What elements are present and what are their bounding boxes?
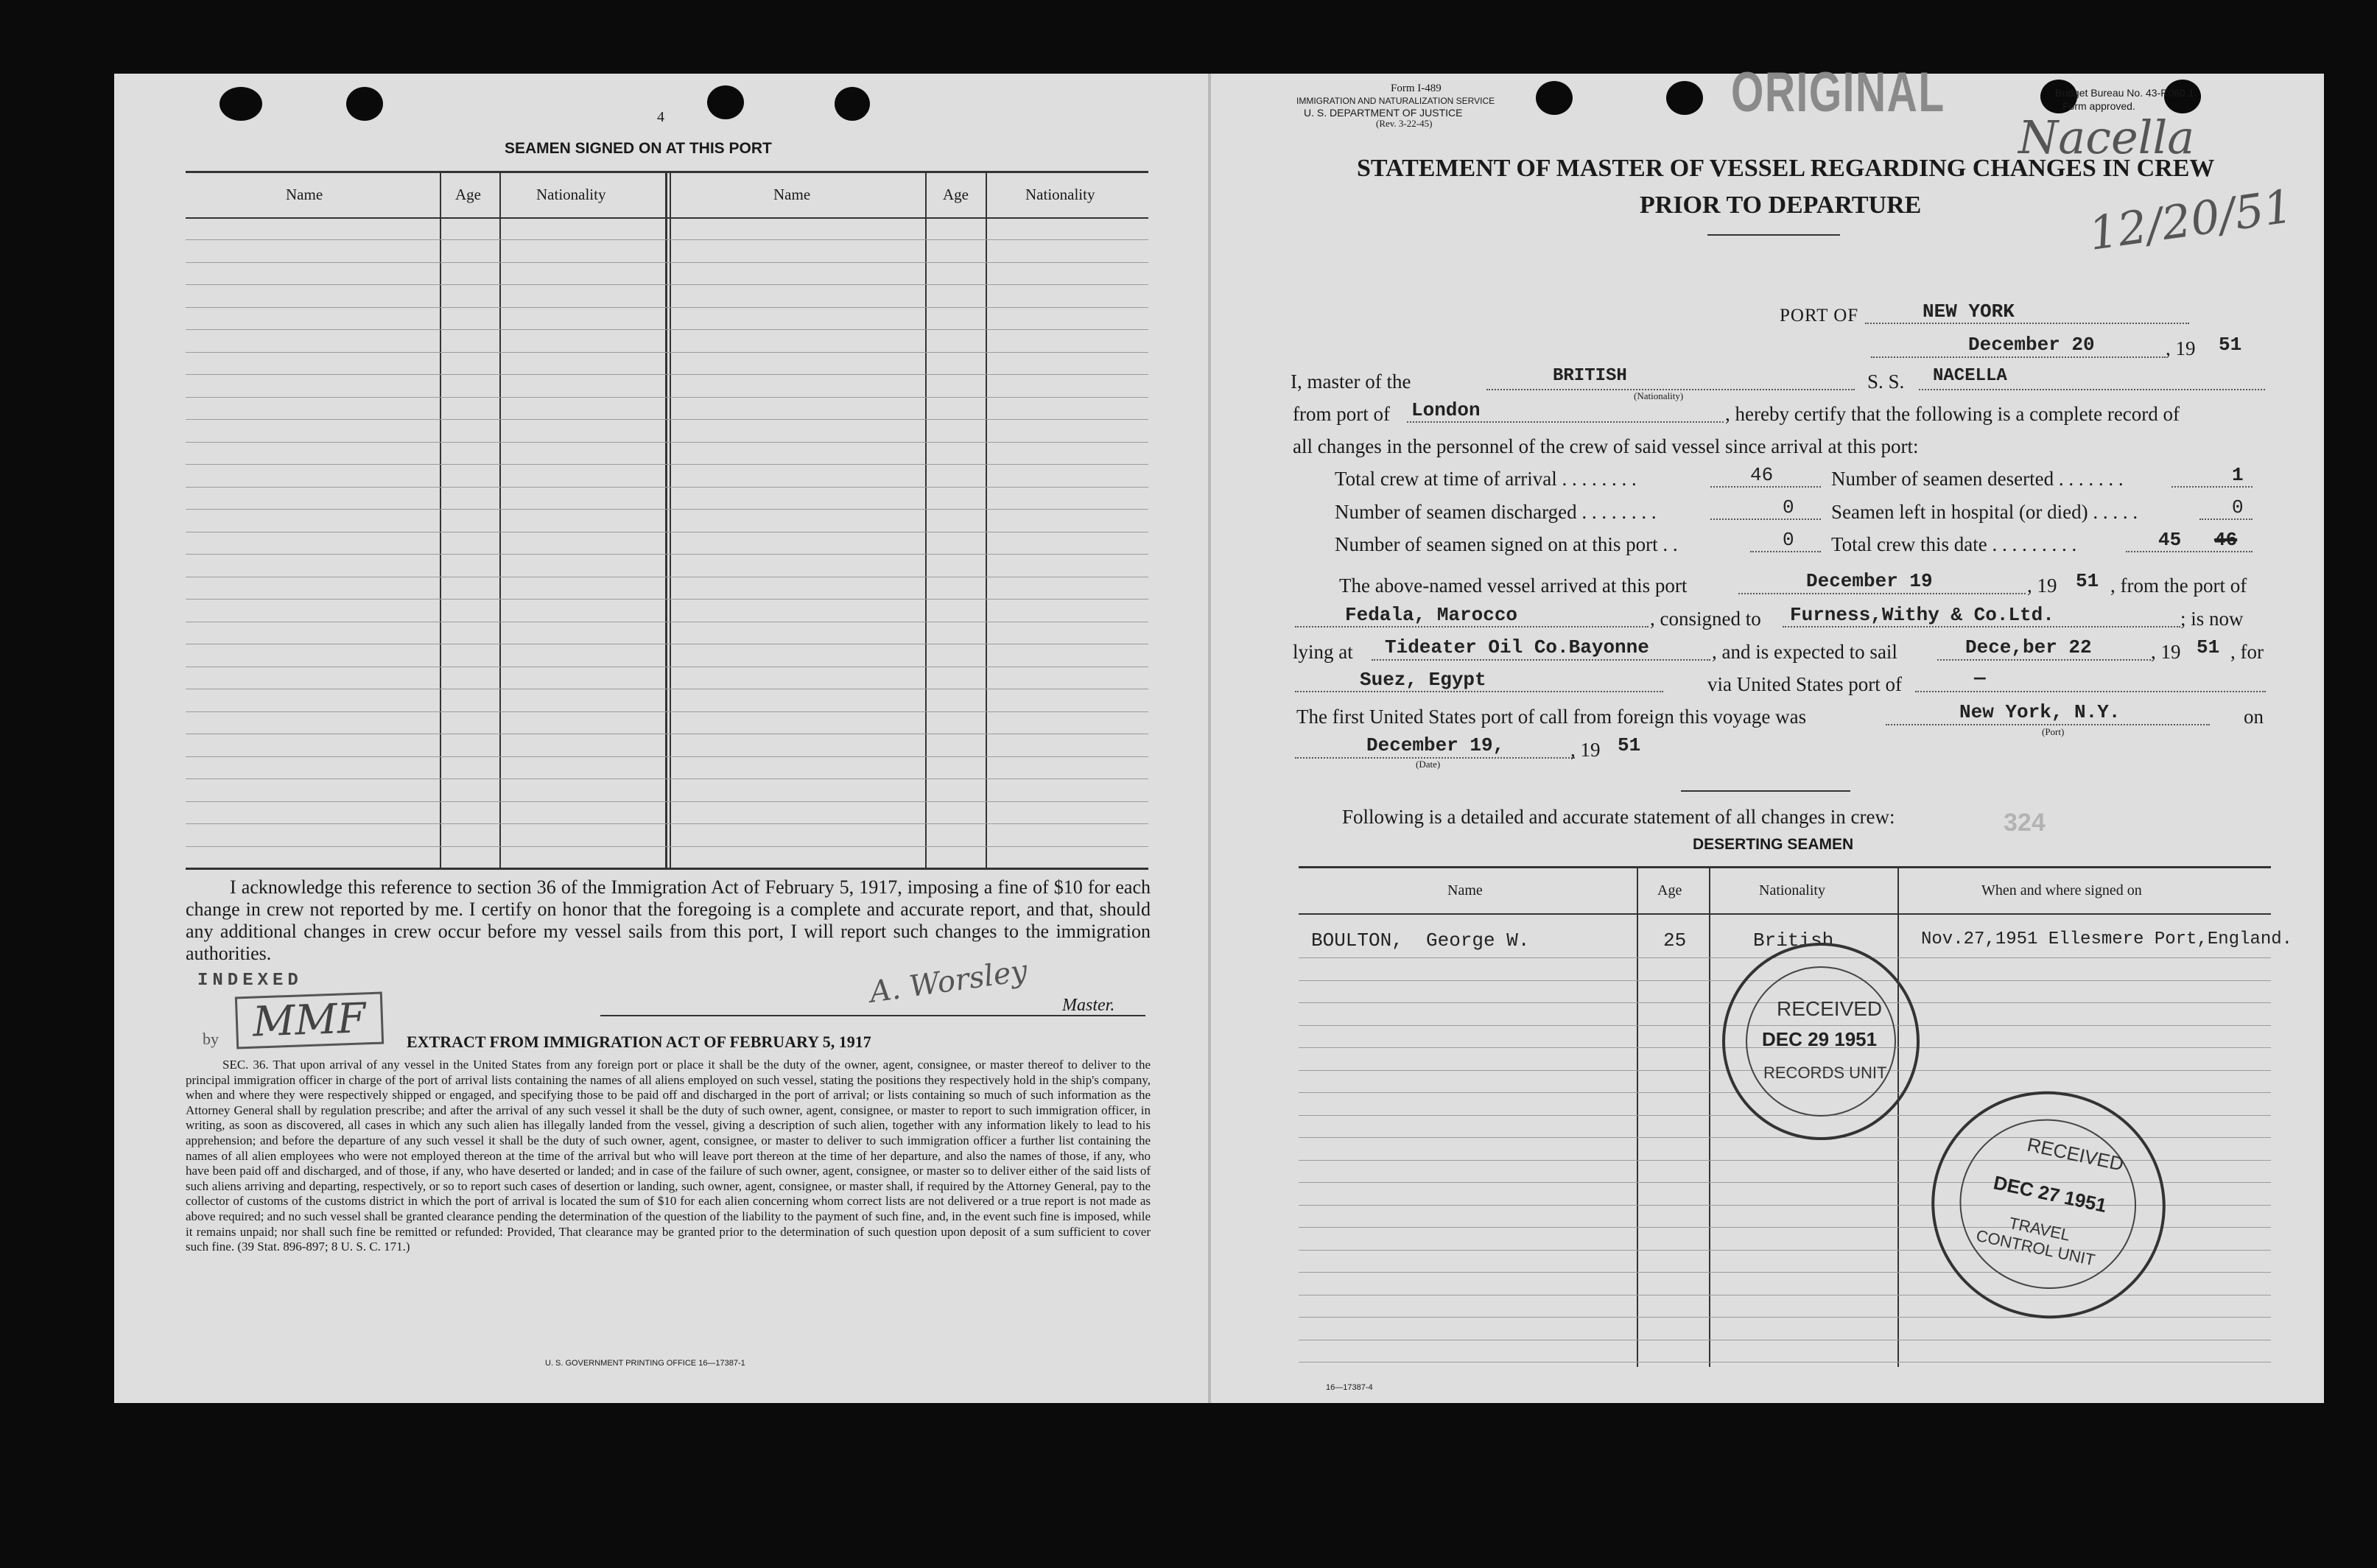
deserter-nationality: British — [1753, 929, 1834, 952]
col-divider — [1709, 866, 1710, 1367]
table-rule-line — [186, 352, 1148, 353]
table-rule-line — [186, 284, 1148, 285]
stat-line — [1710, 486, 1821, 488]
stat-total-arrival-label: Total crew at time of arrival . . . . . . . . — [1335, 468, 1637, 490]
first-port-year: 51 — [1618, 734, 1641, 756]
stat-deserted-label: Number of seamen deserted . . . . . . . — [1831, 468, 2124, 490]
master-label: Master. — [1062, 996, 1115, 1015]
table-rule-line — [186, 442, 1148, 443]
on-label: on — [2244, 706, 2264, 728]
handwritten-vessel-name: Nacella — [2018, 110, 2195, 164]
title-underline — [1707, 234, 1840, 236]
table-rule-line — [186, 801, 1148, 802]
table-rule-line — [186, 464, 1148, 465]
col-header-age: Age — [1657, 882, 1682, 899]
original-stamp: ORIGINAL — [1731, 61, 1945, 124]
punch-hole — [220, 87, 262, 121]
deserter-age: 25 — [1663, 929, 1687, 952]
agency-line-1: IMMIGRATION AND NATURALIZATION SERVICE — [1296, 96, 1495, 106]
deserter-signed-on: Nov.27,1951 Ellesmere Port,England. — [1921, 929, 2293, 949]
deserting-seamen-title: DESERTING SEAMEN — [1693, 836, 1854, 853]
date-caption: (Date) — [1416, 759, 1441, 770]
date-line — [1871, 356, 2166, 358]
master-of-the-label: I, master of the — [1291, 370, 1411, 393]
stat-line — [1750, 551, 1821, 552]
destination-line — [1295, 691, 1663, 692]
first-port-value: New York, N.Y. — [1959, 701, 2121, 723]
from-place: Fedala, Marocco — [1345, 604, 1518, 626]
arrived-text: The above-named vessel arrived at this port — [1339, 574, 1688, 597]
form-title-line2: PRIOR TO DEPARTURE — [1640, 191, 1922, 219]
for-label: , for — [2230, 641, 2264, 663]
table-rule-line — [186, 239, 1148, 240]
form-revision: (Rev. 3-22-45) — [1376, 118, 1433, 129]
handwritten-date: 12/20/51 — [2085, 178, 2297, 261]
nationality-caption: (Nationality) — [1634, 390, 1684, 401]
via-line — [1915, 691, 2266, 692]
via-label: via United States port of — [1707, 673, 1902, 695]
table-rule-line — [186, 487, 1148, 488]
agency-line-2: U. S. DEPARTMENT OF JUSTICE — [1304, 107, 1463, 119]
table-rule-line — [186, 509, 1148, 510]
expected-sail-label: , and is expected to sail — [1712, 641, 1897, 663]
form-approved: Form approved. — [2062, 100, 2135, 112]
first-port-label: The first United States port of call from foreign this voyage was — [1296, 706, 1807, 728]
arrived-year: 51 — [2076, 570, 2099, 592]
stat-hospital-label: Seamen left in hospital (or died) . . . . . — [1831, 501, 2138, 523]
indexed-initials: MMF — [235, 992, 384, 1050]
col-divider — [1897, 866, 1899, 1367]
punch-hole — [346, 87, 383, 121]
table-rule-line — [1299, 1317, 2271, 1318]
table-rule-line — [186, 397, 1148, 398]
stat-discharged-value: 0 — [1783, 496, 1794, 518]
arrived-date-line — [1738, 593, 2026, 594]
ss-value: NACELLA — [1933, 366, 2007, 386]
table-rule-line — [186, 599, 1148, 600]
stamp-unit: RECORDS UNIT — [1763, 1064, 1887, 1082]
consigned-to-value: Furness,Withy & Co.Ltd. — [1790, 604, 2054, 626]
col-header-name: Name — [773, 186, 811, 203]
col-divider — [670, 171, 671, 868]
stat-line — [2126, 551, 2253, 552]
port-of-value: NEW YORK — [1923, 300, 2015, 323]
table-bottom-border — [186, 868, 1148, 870]
stamp-unit: TRAVEL CONTROL UNIT — [1974, 1213, 2097, 1270]
master-acknowledgment: I acknowledge this reference to section 36 of the Immigration Act of February 5, 1917, imposing a fine of $10 for each change in crew not reported by me. I certify on honor that the foregoing is a complete and accurate report, and that, should any additional changes in crew occur before my vessel sails from this port, I will report such changes to the immigration authorities. — [186, 876, 1151, 964]
date-year: 51 — [2219, 334, 2242, 356]
col-header-name: Name — [286, 186, 323, 203]
ss-label: S. S. — [1867, 370, 1905, 393]
stat-total-arrival-value: 46 — [1750, 464, 1774, 486]
faint-stamp-number: 324 — [2004, 809, 2046, 837]
from-place-line — [1295, 626, 1649, 627]
port-of-line — [1865, 323, 2189, 324]
left-printer-line: U. S. GOVERNMENT PRINTING OFFICE 16—17387-1 — [545, 1359, 745, 1368]
sail-date: Dece,ber 22 — [1965, 636, 2092, 658]
from-port-label: from port of — [1293, 403, 1390, 425]
certify-text: , hereby certify that the following is a complete record of — [1725, 403, 2180, 425]
consigned-to-label: , consigned to — [1650, 608, 1761, 630]
lying-at-label: lying at — [1293, 641, 1353, 663]
punch-hole — [1536, 81, 1573, 115]
stat-line — [2199, 518, 2253, 520]
table-rule-line — [186, 756, 1148, 757]
arrived-date: December 19 — [1806, 570, 1933, 592]
first-port-line — [1886, 724, 2210, 725]
master-signature: A. Worsley — [867, 954, 1030, 1010]
sail-date-line — [1937, 659, 2151, 661]
table-rule-line — [186, 711, 1148, 712]
ss-line — [1919, 389, 2265, 390]
form-title-line1: STATEMENT OF MASTER OF VESSEL REGARDING CHANGES IN CREW — [1357, 155, 2215, 182]
col-header-age: Age — [943, 186, 969, 203]
port-of-label: PORT OF — [1780, 306, 1859, 326]
stat-signed-on-value: 0 — [1783, 529, 1794, 551]
via-value: — — [1974, 667, 1986, 689]
table-rule-line — [186, 419, 1148, 420]
col-header-signed-on: When and where signed on — [1981, 882, 2142, 899]
stat-line — [2171, 486, 2253, 488]
page-number: 4 — [657, 109, 664, 125]
is-now-label: ; is now — [2180, 608, 2244, 630]
lying-at-value: Tideater Oil Co.Bayonne — [1385, 636, 1649, 658]
col-divider — [499, 171, 501, 868]
nationality-value: BRITISH — [1553, 366, 1627, 386]
table-rule-line — [186, 823, 1148, 824]
table-rule-line — [186, 374, 1148, 375]
stat-total-date-value: 45 — [2158, 529, 2182, 551]
stat-hospital-value: 0 — [2232, 496, 2244, 518]
from-port-value: London — [1411, 399, 1481, 421]
from-the-port-of: , from the port of — [2110, 574, 2247, 597]
stat-line — [1710, 518, 1821, 520]
table-rule-line — [186, 846, 1148, 847]
punch-hole — [1666, 81, 1703, 115]
date-value: December 20 — [1968, 334, 2095, 356]
arrived-year-prefix: , 19 — [2027, 574, 2057, 597]
table-top-border — [1299, 866, 2271, 868]
sail-year-prefix: , 19 — [2151, 641, 2181, 663]
consigned-line — [1783, 626, 2180, 627]
all-changes-text: all changes in the personnel of the crew of said vessel since arrival at this port: — [1293, 435, 1919, 457]
col-divider — [665, 171, 667, 868]
from-port-line — [1407, 421, 1724, 423]
table-rule-line — [186, 778, 1148, 779]
punch-hole — [707, 85, 744, 119]
col-header-nationality: Nationality — [1025, 186, 1095, 203]
page-fold — [1208, 74, 1211, 1403]
punch-hole — [835, 87, 870, 121]
lying-at-line — [1372, 659, 1710, 661]
section-divider — [1681, 790, 1850, 792]
indexed-by-label: by — [203, 1030, 219, 1048]
table-rule-line — [186, 329, 1148, 330]
extract-title: EXTRACT FROM IMMIGRATION ACT OF FEBRUARY 5, 1917 — [407, 1033, 871, 1051]
stat-signed-on-label: Number of seamen signed on at this port . . — [1335, 533, 1678, 555]
table-rule-line — [186, 262, 1148, 263]
deserter-name: BOULTON, George W. — [1311, 929, 1530, 952]
budget-bureau: Budget Bureau No. 43-R060.1. — [2055, 87, 2197, 99]
col-header-nationality: Nationality — [1759, 882, 1825, 899]
extract-text: SEC. 36. That upon arrival of any vessel in the United States from any foreign port or place it shall be the duty of the owner, agent, consignee, or master thereof to deliver to the principal immigration officer in charge of the port of arrival lists containing the names of all aliens employed on such vessel, stating the positions they respectively hold in the ship's company, when and where they were respectively shipped or engaged, and specifying those to be paid off and discharged in the port of arrival; or lists containing so much of such information as the Attorney General shall by regulation prescribe; and after the arrival of any such vessel it shall be the duty of such owner, agent, consignee, or master to report to such immigration officer, in writing, as soon as discovered, all cases in which any such alien has illegally landed from the vessel, giving a description of such alien, together with any information likely to lead to his apprehension; and before the departure of any such vessel it shall be the duty of such owner, agent, consignee, or master to deliver to such immigration officer a further list containing the names of all alien employees who were not employed thereon at the time of the arrival but who will leave port thereon at the time of her departure, and also the names of those, if any, who have been paid off and discharged, and of those, if any, who have deserted or landed; and in case of the failure of such owner, agent, consignee, or master so to deliver either of the said lists of such aliens arriving and departing, respectively, or so to report such cases of desertion or landing, such owner, agent, consignee, or master shall, if required by the Attorney General, pay to the collector of customs of the customs district in which the port of arrival is located the sum of $10 for each alien concerning whom correct lists are not delivered or a true report is not made as above required; and no such vessel shall be granted clearance pending the determination of the question of the liability to the payment of such fine, and, in the event such fine is imposed, while it remains unpaid; nor shall such fine be remitted or refunded: Provided, That clearance may be granted prior to the determination of such question upon deposit of a sum sufficient to cover such fine. (39 Stat. 896-897; 8 U. S. C. 171.) — [186, 1058, 1151, 1254]
form-number: Form I-489 — [1391, 82, 1442, 94]
signed-on-table-title: SEAMEN SIGNED ON AT THIS PORT — [505, 140, 772, 157]
port-caption: (Port) — [2042, 726, 2065, 737]
indexed-stamp: INDEXED — [197, 971, 303, 991]
col-divider — [925, 171, 927, 868]
date-year-prefix: , 19 — [2166, 337, 2196, 359]
stamp-date: DEC 29 1951 — [1762, 1028, 1878, 1050]
right-printer-line: 16—17387-4 — [1326, 1383, 1373, 1392]
col-header-nationality: Nationality — [536, 186, 606, 203]
stamp-date: DEC 27 1951 — [1991, 1171, 2109, 1217]
stat-discharged-label: Number of seamen discharged . . . . . . . . — [1335, 501, 1657, 523]
first-port-year-prefix: , 19 — [1570, 739, 1601, 761]
col-header-age: Age — [455, 186, 481, 203]
following-text: Following is a detailed and accurate statement of all changes in crew: — [1342, 806, 1895, 828]
sail-year: 51 — [2197, 636, 2220, 658]
col-divider — [1637, 866, 1638, 1367]
stamp-received-label: RECEIVED — [2025, 1133, 2126, 1175]
table-rule-line — [186, 307, 1148, 308]
destination: Suez, Egypt — [1360, 669, 1486, 691]
table-rule-line — [1299, 1362, 2271, 1363]
table-header-border — [1299, 913, 2271, 915]
stamp-received-label: RECEIVED — [1777, 997, 1883, 1020]
col-divider — [986, 171, 987, 868]
col-header-name: Name — [1447, 882, 1483, 899]
table-rule-line — [186, 554, 1148, 555]
col-divider — [440, 171, 441, 868]
received-records-stamp — [1722, 943, 1920, 1140]
first-port-date: December 19, — [1366, 734, 1505, 756]
stat-deserted-value: 1 — [2232, 464, 2244, 486]
stat-total-date-struck: 46 — [2214, 529, 2238, 551]
stat-total-date-label: Total crew this date . . . . . . . . . — [1831, 533, 2077, 555]
